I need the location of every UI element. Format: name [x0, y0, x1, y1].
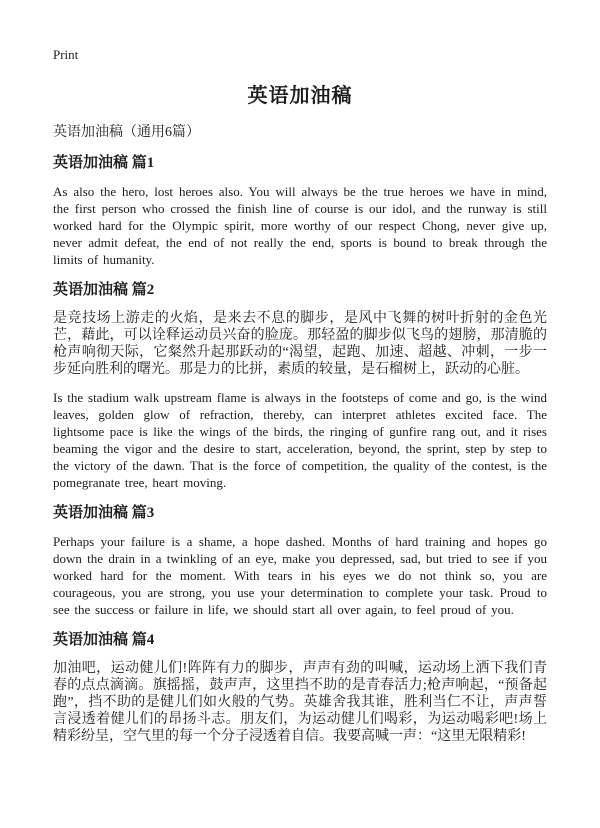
section-3 [53, 504, 547, 618]
print-link[interactable]: Print [53, 47, 79, 62]
section-3-paragraph-en: Perhaps your failure is a shame, a hope dashed. Months of hard training and hopes go down the drain in a twinkling of an eye, make you depressed, sad, but tried to see if you worked hard for the moment. With tears in his eyes we do not think so, you are courageous, you are strong, you use your determination to complete your task. Proud to see the success or failure in life, we should start all over again, to feel proud of you. [53, 534, 547, 617]
section-4 [53, 631, 547, 745]
section-2 [53, 281, 547, 491]
section-1-heading: 英语加油稿 篇1 [53, 155, 155, 171]
section-1 [53, 154, 547, 268]
section-1-paragraph-en: As also the hero, lost heroes also. You will always be the true heroes we have in mind, the first person who crossed the finish line of course is our idol, and the runway is still worked hard for the Olympic spirit, more worthy of our respect Chong, never give up, never admit defeat, the end of not really the end, sports is bound to break through the limits of humanity. [53, 184, 547, 267]
section-2-heading: 英语加油稿 篇2 [53, 282, 155, 298]
section-4-heading: 英语加油稿 篇4 [53, 632, 155, 648]
section-2-paragraph-en: Is the stadium walk upstream flame is always in the footsteps of come and go, is the wind leaves, golden glow of refraction, thereby, can interpret athletes excited face. The lightsome pace is like the wings of the birds, the ringing of gunfire rang out, and it rises beaming the vigor and the desire to start, acceleration, beyond, the sprint, step by step to the victory of the dawn. That is the force of competition, the quality of the contest, is the pomegranate tree, heart moving. [53, 390, 547, 490]
section-4-paragraph-zh: 加油吧，运动健儿们!阵阵有力的脚步，声声有劲的叫喊，运动场上洒下我们青春的点点滴滴。旗摇摇，鼓声声，这里挡不助的是青春活力;枪声响起，“预备起跑”，挡不助的是健儿们如火般的气势。英雄舍我其谁，胜利当仁不让，声声誓言浸透着健儿们的昂扬斗志。朋友们，为运动健儿们喝彩，为运动喝彩吧!场上精彩纷呈，空气里的每一个分子浸透着自信。我要高喊一声：“这里无限精彩! [53, 661, 547, 744]
page-subtitle: 英语加油稿（通用6篇） [53, 125, 200, 140]
page-title: 英语加油稿 [247, 85, 353, 107]
section-3-heading: 英语加油稿 篇3 [53, 505, 155, 521]
section-2-paragraph-zh: 是竞技场上游走的火焰，是来去不息的脚步，是风中飞舞的树叶折射的金色光芒，藉此，可以诠释运动员兴奋的脸庞。那轻盈的脚步似飞鸟的翅膀，那清脆的枪声响彻天际，它粲然升起那跃动的“渴望，起跑、加速、超越、冲刺，一步一步延向胜利的曙光。那是力的比拼，素质的较量，是石榴树上，跃动的心脏。 [53, 311, 547, 377]
